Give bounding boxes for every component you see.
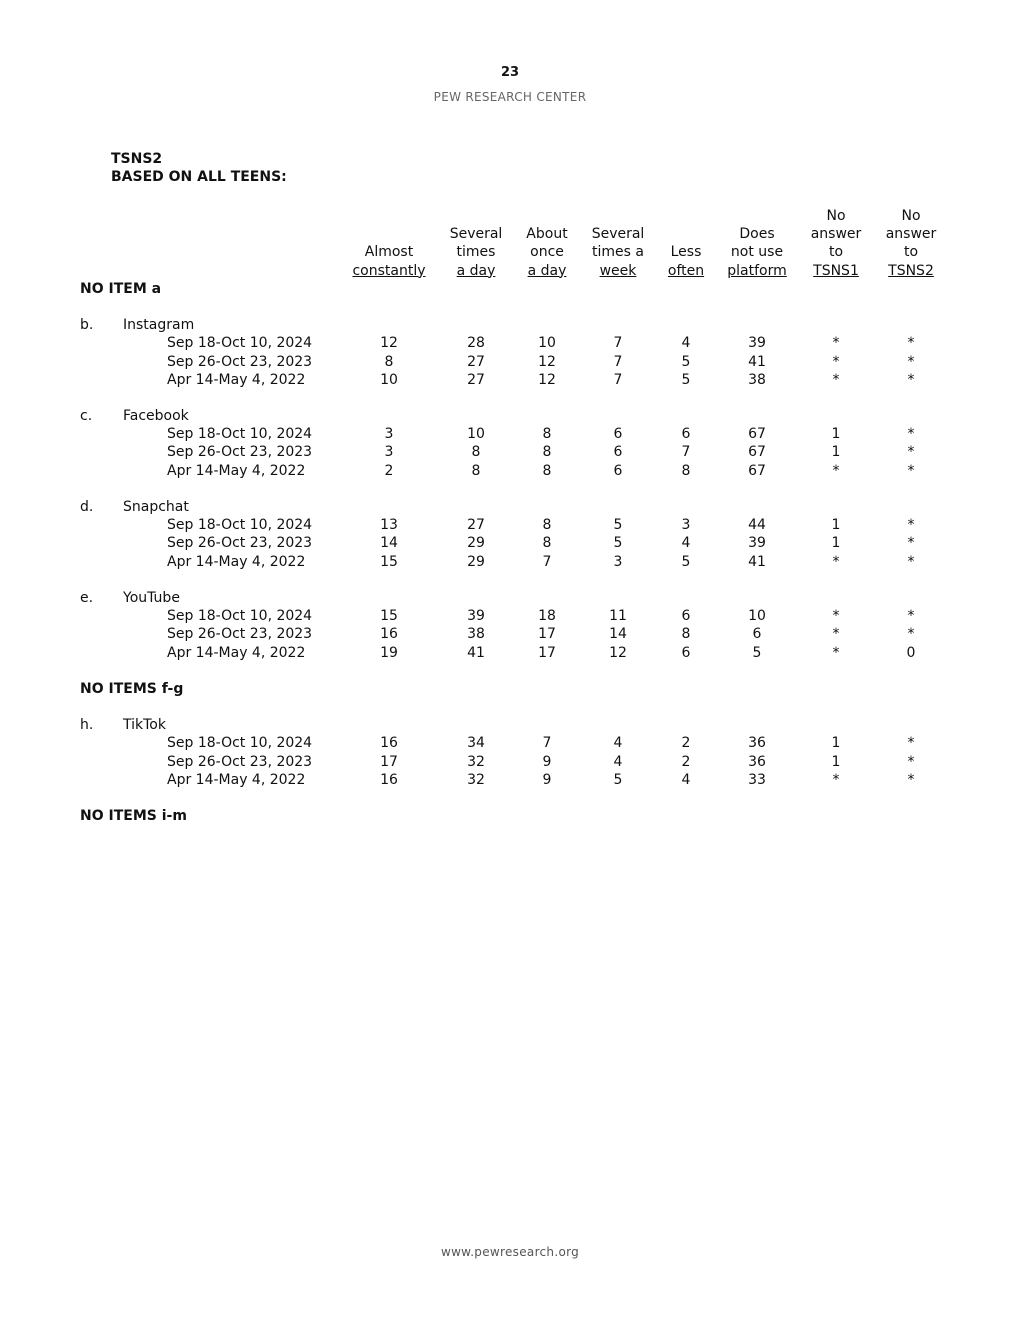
page-number: 23: [500, 65, 520, 80]
table-cell: 4: [681, 771, 691, 788]
table-cell: 4: [613, 735, 623, 752]
spacer: [0, 298, 1020, 316]
platform-name: Snapchat: [123, 499, 189, 516]
row-date: Sep 18-Oct 10, 2024: [167, 735, 313, 752]
platform-name: YouTube: [123, 589, 180, 606]
column-header-line: week: [599, 262, 637, 279]
table-cell: 5: [681, 553, 691, 570]
table-cell: 8: [542, 535, 552, 552]
table-cell: 6: [613, 444, 623, 461]
footer-url: www.pewresearch.org: [440, 1245, 580, 1259]
table-cell: *: [832, 771, 840, 788]
table-cell: 41: [748, 553, 766, 570]
column-header-line: to: [828, 244, 844, 261]
table-cell: 3: [681, 517, 691, 534]
table-cell: 1: [831, 426, 841, 443]
table-cell: 8: [471, 462, 481, 479]
table-cell: 8: [471, 444, 481, 461]
table-cell: 3: [384, 426, 394, 443]
table-cell: 7: [542, 553, 552, 570]
row-date: Sep 18-Oct 10, 2024: [167, 426, 313, 443]
table-cell: 6: [613, 426, 623, 443]
row-date: Apr 14-May 4, 2022: [167, 462, 306, 479]
table-cell: *: [907, 426, 915, 443]
row-date: Sep 18-Oct 10, 2024: [167, 608, 313, 625]
table-cell: 29: [467, 535, 485, 552]
table-cell: 9: [542, 753, 552, 770]
table-cell: 16: [380, 735, 398, 752]
table-cell: 38: [748, 371, 766, 388]
table-row: [0, 771, 1020, 789]
item-letter: h.: [80, 717, 94, 734]
column-header-line: TSNS2: [888, 262, 934, 279]
table-cell: 11: [609, 608, 627, 625]
table-cell: 16: [380, 771, 398, 788]
table-row: [0, 516, 1020, 534]
table-cell: 3: [613, 553, 623, 570]
table-row: [0, 371, 1020, 389]
column-header: [861, 207, 961, 280]
table-row: [0, 462, 1020, 480]
column-header-line: often: [667, 262, 705, 279]
spacer: [0, 789, 1020, 807]
table-cell: 8: [542, 462, 552, 479]
table-cell: 12: [380, 335, 398, 352]
table-row: [0, 625, 1020, 643]
item-header: [0, 316, 1020, 334]
table-cell: 8: [681, 626, 691, 643]
table-cell: *: [907, 353, 915, 370]
column-header-line: Several: [449, 226, 503, 243]
column-header-line: answer: [885, 226, 937, 243]
table-cell: *: [832, 553, 840, 570]
table-cell: 5: [613, 517, 623, 534]
item-letter: c.: [80, 408, 93, 425]
table-cell: 18: [538, 608, 556, 625]
item-header: [0, 589, 1020, 607]
table-cell: 12: [538, 353, 556, 370]
table-cell: 1: [831, 535, 841, 552]
table-row: [0, 534, 1020, 552]
row-date: Sep 18-Oct 10, 2024: [167, 517, 313, 534]
table-cell: 41: [748, 353, 766, 370]
table-cell: *: [907, 735, 915, 752]
table-row: [0, 734, 1020, 752]
table-cell: 32: [467, 753, 485, 770]
table-cell: 6: [613, 462, 623, 479]
table-cell: 12: [538, 371, 556, 388]
table-cell: 15: [380, 553, 398, 570]
table-cell: 27: [467, 517, 485, 534]
table-cell: 6: [681, 644, 691, 661]
table-cell: 27: [467, 371, 485, 388]
table-cell: 15: [380, 608, 398, 625]
platform-name: Instagram: [123, 317, 195, 334]
table-cell: 8: [384, 353, 394, 370]
table-cell: *: [907, 462, 915, 479]
item-letter: e.: [80, 589, 94, 606]
column-header-line: not use: [730, 244, 784, 261]
table-cell: 3: [384, 444, 394, 461]
section-note: [0, 807, 1020, 825]
column-header-line: answer: [810, 226, 862, 243]
table-cell: 34: [467, 735, 485, 752]
table-cell: 0: [906, 644, 916, 661]
table-cell: 8: [542, 517, 552, 534]
topline-table: [0, 207, 1020, 825]
platform-name: Facebook: [123, 408, 189, 425]
note-text: NO ITEM a: [80, 280, 162, 297]
table-cell: 67: [748, 462, 766, 479]
table-cell: *: [907, 444, 915, 461]
row-date: Apr 14-May 4, 2022: [167, 553, 306, 570]
table-cell: 1: [831, 735, 841, 752]
section-note: [0, 280, 1020, 298]
table-row: [0, 353, 1020, 371]
row-date: Apr 14-May 4, 2022: [167, 371, 306, 388]
column-header-line: TSNS1: [813, 262, 859, 279]
spacer: [0, 698, 1020, 716]
table-cell: 17: [538, 644, 556, 661]
table-cell: 8: [542, 444, 552, 461]
table-cell: 8: [542, 426, 552, 443]
table-cell: 7: [613, 371, 623, 388]
row-date: Sep 18-Oct 10, 2024: [167, 335, 313, 352]
table-cell: *: [907, 371, 915, 388]
table-cell: 27: [467, 353, 485, 370]
table-cell: 4: [613, 753, 623, 770]
table-cell: 12: [609, 644, 627, 661]
table-cell: 6: [681, 426, 691, 443]
table-cell: 44: [748, 517, 766, 534]
table-cell: 33: [748, 771, 766, 788]
table-cell: 14: [380, 535, 398, 552]
table-row: [0, 644, 1020, 662]
row-date: Sep 26-Oct 23, 2023: [167, 444, 313, 461]
table-cell: 6: [681, 608, 691, 625]
table-row: [0, 425, 1020, 443]
table-cell: *: [832, 335, 840, 352]
column-header-line: a day: [456, 262, 496, 279]
table-cell: 1: [831, 517, 841, 534]
question-id: TSNS2: [111, 151, 163, 167]
table-cell: *: [907, 626, 915, 643]
table-cell: 4: [681, 335, 691, 352]
table-cell: *: [907, 535, 915, 552]
table-row: [0, 607, 1020, 625]
row-date: Sep 26-Oct 23, 2023: [167, 535, 313, 552]
row-date: Sep 26-Oct 23, 2023: [167, 753, 313, 770]
table-row: [0, 753, 1020, 771]
table-cell: 39: [748, 535, 766, 552]
column-headers: [0, 207, 1020, 280]
spacer: [0, 662, 1020, 680]
table-cell: 1: [831, 753, 841, 770]
section-note: [0, 680, 1020, 698]
table-cell: 5: [681, 353, 691, 370]
table-cell: 6: [752, 626, 762, 643]
table-cell: 8: [681, 462, 691, 479]
table-cell: 19: [380, 644, 398, 661]
column-header-line: a day: [527, 262, 567, 279]
table-cell: 2: [681, 735, 691, 752]
table-cell: 38: [467, 626, 485, 643]
table-cell: *: [907, 335, 915, 352]
table-cell: *: [832, 353, 840, 370]
table-cell: *: [832, 644, 840, 661]
table-cell: 7: [681, 444, 691, 461]
table-cell: *: [907, 753, 915, 770]
column-header-line: constantly: [352, 262, 426, 279]
table-cell: 29: [467, 553, 485, 570]
organization-header: PEW RESEARCH CENTER: [433, 90, 587, 104]
column-header-line: No: [901, 207, 921, 224]
row-date: Sep 26-Oct 23, 2023: [167, 353, 313, 370]
table-cell: 28: [467, 335, 485, 352]
column-header-line: platform: [727, 262, 787, 279]
table-cell: 39: [748, 335, 766, 352]
spacer: [0, 480, 1020, 498]
column-header-line: to: [903, 244, 919, 261]
table-cell: 4: [681, 535, 691, 552]
table-cell: *: [907, 608, 915, 625]
table-cell: 5: [752, 644, 762, 661]
column-header-line: times a: [592, 244, 644, 261]
table-cell: *: [907, 517, 915, 534]
table-cell: *: [832, 371, 840, 388]
table-cell: 36: [748, 735, 766, 752]
table-cell: 67: [748, 426, 766, 443]
table-cell: 17: [380, 753, 398, 770]
row-date: Apr 14-May 4, 2022: [167, 644, 306, 661]
table-cell: 7: [613, 353, 623, 370]
table-cell: *: [832, 462, 840, 479]
table-row: [0, 443, 1020, 461]
table-cell: 7: [542, 735, 552, 752]
column-header-line: times: [456, 244, 496, 261]
table-cell: 10: [380, 371, 398, 388]
table-cell: *: [832, 608, 840, 625]
note-text: NO ITEMS i-m: [80, 808, 187, 825]
table-cell: 32: [467, 771, 485, 788]
table-cell: 5: [613, 771, 623, 788]
table-cell: 67: [748, 444, 766, 461]
table-cell: 10: [538, 335, 556, 352]
table-cell: 10: [467, 426, 485, 443]
spacer: [0, 571, 1020, 589]
note-text: NO ITEMS f-g: [80, 680, 184, 697]
table-cell: 2: [384, 462, 394, 479]
table-cell: 5: [613, 535, 623, 552]
column-header: [339, 207, 439, 280]
table-cell: 13: [380, 517, 398, 534]
column-header-line: once: [530, 244, 564, 261]
column-header-line: Does: [739, 226, 775, 243]
column-header-line: No: [826, 207, 846, 224]
table-cell: 16: [380, 626, 398, 643]
question-base: BASED ON ALL TEENS:: [111, 169, 287, 185]
table-row: [0, 553, 1020, 571]
table-cell: 5: [681, 371, 691, 388]
item-letter: b.: [80, 317, 94, 334]
table-row: [0, 334, 1020, 352]
column-header-line: Almost: [364, 244, 414, 261]
table-cell: 17: [538, 626, 556, 643]
table-cell: 2: [681, 753, 691, 770]
table-cell: 36: [748, 753, 766, 770]
item-header: [0, 498, 1020, 516]
row-date: Sep 26-Oct 23, 2023: [167, 626, 313, 643]
item-letter: d.: [80, 499, 94, 516]
item-header: [0, 407, 1020, 425]
table-cell: *: [907, 771, 915, 788]
table-cell: 39: [467, 608, 485, 625]
table-cell: *: [907, 553, 915, 570]
spacer: [0, 389, 1020, 407]
table-cell: 14: [609, 626, 627, 643]
table-cell: 9: [542, 771, 552, 788]
column-header-line: Less: [670, 244, 702, 261]
table-cell: 10: [748, 608, 766, 625]
table-cell: 1: [831, 444, 841, 461]
table-cell: *: [832, 626, 840, 643]
table-cell: 7: [613, 335, 623, 352]
column-header-line: About: [526, 226, 568, 243]
column-header-line: Several: [591, 226, 645, 243]
row-date: Apr 14-May 4, 2022: [167, 771, 306, 788]
platform-name: TikTok: [123, 717, 166, 734]
table-cell: 41: [467, 644, 485, 661]
item-header: [0, 716, 1020, 734]
